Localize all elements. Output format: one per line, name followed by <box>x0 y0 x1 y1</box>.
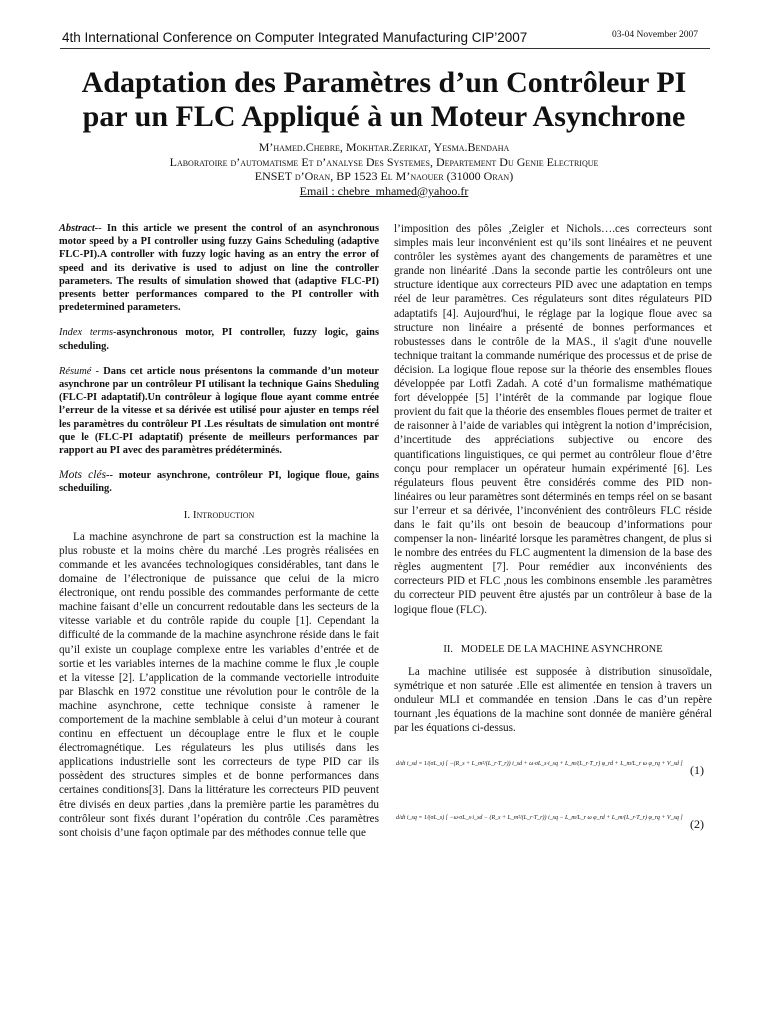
header-rule <box>60 48 710 49</box>
equation-1 <box>394 753 712 789</box>
section-2-number: II. <box>443 643 453 655</box>
equation-2 <box>394 807 712 843</box>
abstract-text: In this article we present the control of an asynchronous motor speed by a PI controller using fuzzy Gains Scheduling (adaptive FLC-PI).A controller with fuzzy logic having as an entry the error of speed and its derivative is used to adjust on line the controller parameters. The results of simulation showed that (adaptive FLC-PI) presents better performances compared to the PI controller with predetermined parameters. <box>59 223 379 314</box>
intro-paragraph: La machine asynchrone de part sa construction est la machine la plus robuste et la moins chère du marché .Les progrès réalisées en commande et les avancées technologiques considérables, tant dans le domaine de l’électronique de puissance que celui de la micro électronique, ont rendu possible des commandes performante de cette machine faisant d’elle un concurrent redoutable dans les secteurs de la vitesse variable et du contrôle rapide du couple [1]. Cependant la difficulté de la commande de la machine asynchrone réside dans le fait qu’il existe un couplage complexe entre les variables d’entrée et de sortie et les variables internes de la machine comme le flux ,le couple et la vitesse [2]. L’application de la commande vectorielle introduite par Blaschk en 1972 constitue une révolution pour le contrôle de la machine asynchrone, cette technique consiste à ramener le comportement de la machine semblable à celui d’un moteur à courant continu en effectuent un découplage entre le flux et le couple électromagnétique. Les régulateurs les plus utilisés dans les applications industrielle sont les correcteurs de type PID car ils possèdent des structures simples et de bonne performances dans certaines conditions[3]. Dans la littérature les correcteurs PID peuvent être divisés en deux parties ,dans la première partie les paramètres du contrôleur sont fixés durant l’opération du contrôle .Ces paramètres sont choisis d’une façon optimale par des méthodes connue telle que <box>59 530 379 839</box>
mots-cles <box>59 469 379 495</box>
section-2-heading <box>394 643 712 657</box>
section-2-title: MODELE DE LA MACHINE ASYNCHRONE <box>460 643 663 655</box>
mots-cles-text: -- moteur asynchrone, contrôleur PI, logique floue, gains scheduiling. <box>59 470 379 495</box>
section-1-number: I. <box>183 508 191 521</box>
index-terms-label: Index terms- <box>59 327 117 339</box>
authors: M’hamed.Chebre, Mokhtar.Zerikat, Yesma.Bendaha <box>258 140 510 154</box>
left-column <box>59 222 379 840</box>
title-line-1: Adaptation des Paramètres d’un Contrôleur PI <box>81 66 687 99</box>
right-column <box>394 222 712 843</box>
address: ENSET d’Oran, BP 1523 El M’naouer (31000 Oran) <box>254 169 514 184</box>
section-1-title: Introduction <box>192 508 255 521</box>
laboratory: Laboratoire d’automatisme Et d’analyse Des Systemes, Departement Du Genie Electrique <box>169 154 599 169</box>
index-terms <box>59 326 379 352</box>
intro-continuation: l’imposition des pôles ,Zeigler et Nichols….ces correcteurs sont simples mais leur inconvénient est qu’ils sont linéaires et ne peuvent contrôler les systèmes ayant des changements de paramètres et une grande non linéarité .Dans la seconde partie les contrôleurs ont une structure identique aux correcteurs PID avec une adaptation en temps réel de leur paramètres. Ces régulateurs sont dites régulateurs PID adaptatifs [4]. Aujourd'hui, le réglage par la logique floue avec sa structure non linéaire a présenté de bonnes performances et robustesses dans le contrôle de la MAS., il s'agit d'une nouvelle technique traitant la commande numérique des processus et de prise de décision. La logique floue repose sur la théorie des ensembles floues développée par Lotfi Zadah. A coté d’un formalisme mathématique fort développée [5] l’intérêt de la commande par logique floue provient du fait que la théorie des ensembles floues permet de traiter et de raisonner à l’aide de variables qui intègrent la notion d’imprécision, d’incertitude des appréciations subjective ou encore des quantifications linguistiques, ce qui permet au contrôleur floue d’être conçu pour remplacer un opérateur humain expérimenté [6]. Les régulateurs flous peuvent être considérés comme des PID non- linéaires ou leur paramètres sont déterminés en temps réel on se basant sur l’erreur et sa dérivée, l’inconvénient des contrôleurs FLC réside dans le fait qu’ils ont besoin de beaucoup d’informations pour compenser la non- linéarité lorsque les paramètres changent, de plus si le nombre des entrées du FLC augmentent la dimension de la base des règles augmentent [7]. Pour remédier aux inconvénients des correcteurs PID et FLC ,nous les combinons ensemble .les paramètres du correcteur PID peuvent être ajustés par un contrôleur à base de la logique floue (FLC). <box>394 223 712 616</box>
equation-1-number: (1) <box>690 763 704 778</box>
equation-1-formula: d/dt i_sd = 1/(σL_s) [ −(R_s + L_m²/(L_r·T_r)) i_sd + ω·σL_s·i_sq + L_m/(L_r·T_r) φ_rd + L_m/L_r ω φ_rq + V_sd ] <box>396 761 683 768</box>
index-terms-text: asynchronous motor, PI controller, fuzzy logic, gains scheduling. <box>59 327 379 352</box>
affiliation-block <box>40 140 728 198</box>
abstract <box>59 222 379 314</box>
model-paragraph: La machine utilisée est supposée à distribution sinusoïdale, symétrique et non saturée .Elle est alimentée en tension à travers un onduleur MLI et commandée en tension .Dans le cas d’un repère tournant ,les équations de la machine sont donnée de manière général par les équations ci-dessus. <box>394 665 712 735</box>
title-line-2: par un FLC Appliqué à un Moteur Asynchrone <box>82 100 686 133</box>
conference-date: 03-04 November 2007 <box>611 30 698 40</box>
paper-title <box>40 66 728 134</box>
section-1-heading <box>59 508 379 522</box>
conference-header: 4th International Conference on Computer Integrated Manufacturing CIP’2007 <box>62 30 528 45</box>
abstract-label: Abstract-- <box>59 223 102 234</box>
mots-cles-label: Mots clés <box>59 469 107 482</box>
email-link[interactable]: Email : chebre_mhamed@yahoo.fr <box>299 183 469 198</box>
equation-2-number: (2) <box>690 817 704 832</box>
resume-text: Dans cet article nous présentons la commande d’un moteur asynchrone par un contrôleur PI utilisant la technique Gains Sheduling (FLC-PI adaptatif).Un contrôleur à logique floue ayant comme entrée l’erreur de la vitesse et sa dérivée est utilisé pour ajuster en temps réel les paramètres du contrôleur PI .Les résultats de simulation ont montré que le (FLC-PI adaptatif) présente de meilleurs performances par rapport au PI avec des paramètres prédéterminés. <box>59 365 379 457</box>
resume-label: Résumé - <box>59 365 100 377</box>
resume <box>59 365 379 457</box>
equation-2-formula: d/dt i_sq = 1/(σL_s) [ −ω·σL_s·i_sd − (R_s + L_m²/(L_r·T_r)) i_sq − L_m/L_r ω φ_rd + L_m/(L_r·T_r) φ_rq + V_sq ] <box>396 815 683 822</box>
